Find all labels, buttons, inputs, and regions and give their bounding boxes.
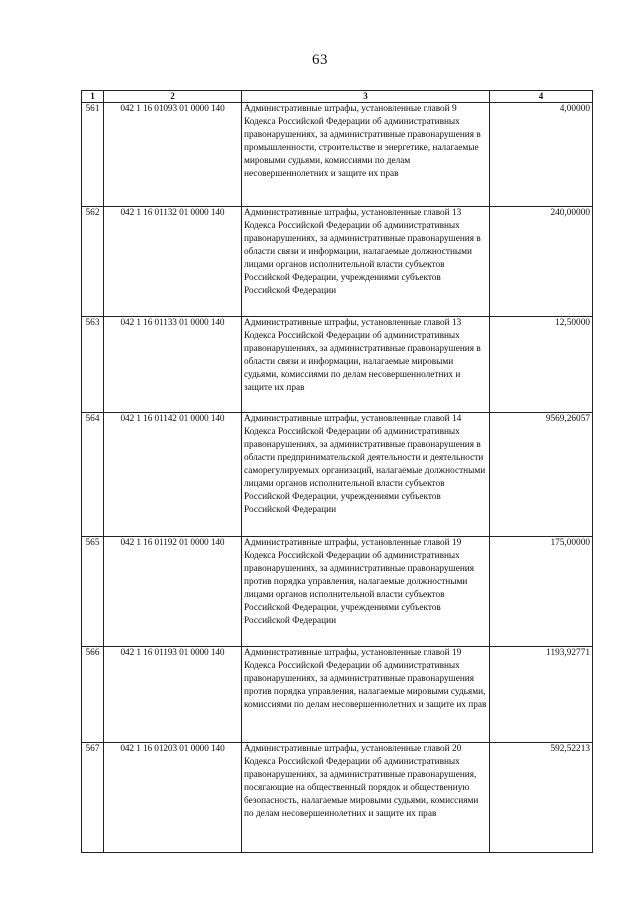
budget-classification-code: 042 1 16 01142 01 0000 140 bbox=[104, 413, 242, 537]
revenue-description: Административные штрафы, установленные главой 13 Кодекса Российской Федерации об административных правонарушениях, за административные правонарушения в области связи и информации, налагаемые мировыми судьями, комиссиями по делам несовершеннолетних и защите их прав bbox=[242, 317, 490, 413]
column-header-1: 1 bbox=[82, 91, 104, 103]
table-row bbox=[82, 103, 593, 207]
table-header-row bbox=[82, 91, 593, 103]
page-number: 63 bbox=[312, 52, 328, 68]
revenue-amount: 592,52213 bbox=[490, 743, 593, 853]
table-row bbox=[82, 413, 593, 537]
revenue-amount: 4,00000 bbox=[490, 103, 593, 207]
row-number: 563 bbox=[82, 317, 104, 413]
budget-classification-code: 042 1 16 01093 01 0000 140 bbox=[104, 103, 242, 207]
revenue-amount: 175,00000 bbox=[490, 537, 593, 647]
table-row bbox=[82, 207, 593, 317]
revenue-description: Административные штрафы, установленные главой 20 Кодекса Российской Федерации об административных правонарушениях, за административные правонарушения, посягающие на общественный порядок и общественную безопасность, налагаемые мировыми судьями, комиссиями по делам несовершеннолетних и защите их прав bbox=[242, 743, 490, 853]
table-row bbox=[82, 743, 593, 853]
revenue-amount: 12,50000 bbox=[490, 317, 593, 413]
revenue-table bbox=[81, 90, 593, 853]
row-number: 565 bbox=[82, 537, 104, 647]
revenue-amount: 9569,26057 bbox=[490, 413, 593, 537]
revenue-amount: 240,00000 bbox=[490, 207, 593, 317]
row-number: 564 bbox=[82, 413, 104, 537]
row-number: 567 bbox=[82, 743, 104, 853]
budget-classification-code: 042 1 16 01132 01 0000 140 bbox=[104, 207, 242, 317]
table-row bbox=[82, 647, 593, 743]
table-row bbox=[82, 537, 593, 647]
budget-classification-code: 042 1 16 01193 01 0000 140 bbox=[104, 647, 242, 743]
revenue-description: Административные штрафы, установленные главой 13 Кодекса Российской Федерации об административных правонарушениях, за административные правонарушения в области связи и информации, налагаемые должностными лицами органов исполнительной власти субъектов Российской Федерации, учреждениями субъектов Российской Федерации bbox=[242, 207, 490, 317]
row-number: 566 bbox=[82, 647, 104, 743]
column-header-2: 2 bbox=[104, 91, 242, 103]
budget-classification-code: 042 1 16 01192 01 0000 140 bbox=[104, 537, 242, 647]
revenue-description: Административные штрафы, установленные главой 19 Кодекса Российской Федерации об административных правонарушениях, за административные правонарушения против порядка управления, налагаемые мировыми судьями, комиссиями по делам несовершеннолетних и защите их прав bbox=[242, 647, 490, 743]
budget-classification-code: 042 1 16 01133 01 0000 140 bbox=[104, 317, 242, 413]
revenue-description: Административные штрафы, установленные главой 14 Кодекса Российской Федерации об административных правонарушениях, за административные правонарушения в области предпринимательской деятельности и деятельности саморегулируемых организаций, налагаемые должностными лицами органов исполнительной власти субъектов Российской Федерации, учреждениями субъектов Российской Федерации bbox=[242, 413, 490, 537]
revenue-description: Административные штрафы, установленные главой 9 Кодекса Российской Федерации об административных правонарушениях, за административные правонарушения в промышленности, строительстве и энергетике, налагаемые мировыми судьями, комиссиями по делам несовершеннолетних и защите их прав bbox=[242, 103, 490, 207]
row-number: 562 bbox=[82, 207, 104, 317]
revenue-amount: 1193,92771 bbox=[490, 647, 593, 743]
budget-classification-code: 042 1 16 01203 01 0000 140 bbox=[104, 743, 242, 853]
row-number: 561 bbox=[82, 103, 104, 207]
table-row bbox=[82, 317, 593, 413]
column-header-3: 3 bbox=[242, 91, 490, 103]
revenue-description: Административные штрафы, установленные главой 19 Кодекса Российской Федерации об административных правонарушениях, за административные правонарушения против порядка управления, налагаемые должностными лицами органов исполнительной власти субъектов Российской Федерации, учреждениями субъектов Российской Федерации bbox=[242, 537, 490, 647]
column-header-4: 4 bbox=[490, 91, 593, 103]
